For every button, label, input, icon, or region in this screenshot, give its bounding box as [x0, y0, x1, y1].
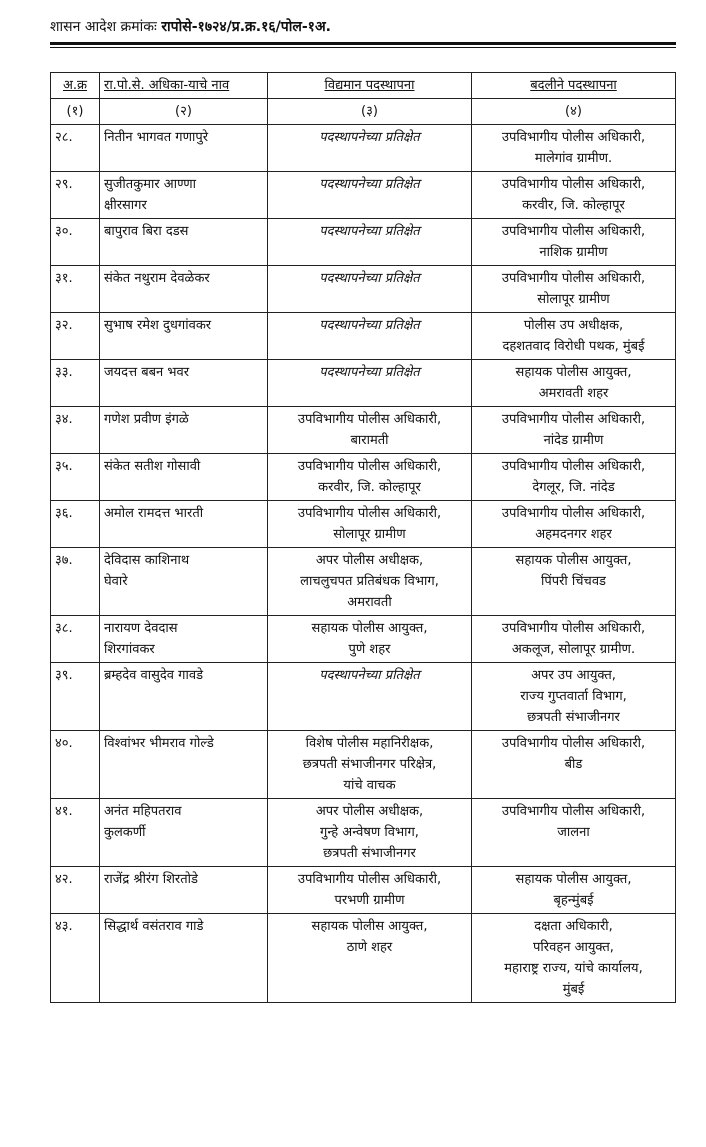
officer-name-cell — [100, 266, 268, 313]
name-line: नारायण देवदास — [104, 621, 178, 636]
serial-number-cell: ३१. — [51, 266, 100, 313]
name-line: देविदास काशिनाथ — [104, 553, 190, 568]
new-line: अपर उप आयुक्त, — [531, 668, 616, 683]
table-row — [51, 454, 676, 501]
new-posting-cell — [472, 125, 676, 172]
new-line: सहायक पोलीस आयुक्त, — [515, 872, 632, 887]
new-line: सहायक पोलीस आयुक्त, — [515, 365, 632, 380]
name-line: सुभाष रमेश दुधगांवकर — [104, 318, 212, 333]
current-line: पदस्थापनेच्या प्रतिक्षेत — [319, 318, 420, 333]
order-number-label: शासन आदेश क्रमांकः — [50, 19, 157, 35]
name-line: कुलकर्णी — [104, 825, 146, 840]
current-posting-cell — [268, 501, 472, 548]
name-line: राजेंद्र श्रीरंग शिरतोडे — [104, 872, 198, 887]
name-line: विश्वांभर भीमराव गोल्डे — [104, 736, 214, 751]
current-posting-cell — [268, 266, 472, 313]
new-line: अमरावती शहर — [538, 386, 609, 401]
current-line: लाचलुचपत प्रतिबंधक विभाग, — [300, 574, 439, 589]
table-row — [51, 125, 676, 172]
table-row — [51, 663, 676, 731]
current-posting-cell — [268, 914, 472, 1003]
serial-number-cell: ३०. — [51, 219, 100, 266]
current-line: पदस्थापनेच्या प्रतिक्षेत — [319, 130, 420, 145]
officer-name-cell — [100, 548, 268, 616]
name-line: अनंत महिपतराव — [104, 804, 182, 819]
name-line: घेवारे — [104, 574, 128, 589]
officer-name-cell — [100, 867, 268, 914]
officer-name-cell — [100, 616, 268, 663]
col-header-officer-name: रा.पो.से. अधिका-याचे नाव — [100, 73, 268, 99]
new-line: राज्य गुप्तवार्ता विभाग, — [520, 689, 627, 704]
new-posting-cell — [472, 663, 676, 731]
new-line: उपविभागीय पोलीस अधिकारी, — [501, 621, 646, 636]
serial-number-cell: ४२. — [51, 867, 100, 914]
header-rule-thick — [50, 42, 676, 45]
new-line: सोलापूर ग्रामीण — [537, 292, 610, 307]
table-row — [51, 501, 676, 548]
current-line: पदस्थापनेच्या प्रतिक्षेत — [319, 668, 420, 683]
table-row — [51, 172, 676, 219]
current-posting-cell — [268, 407, 472, 454]
new-posting-cell — [472, 219, 676, 266]
name-line: बापुराव बिरा दडस — [104, 224, 189, 239]
officer-name-cell — [100, 172, 268, 219]
name-line: ब्रम्हदेव वासुदेव गावडे — [104, 668, 204, 683]
new-line: जालना — [557, 825, 590, 840]
serial-number-cell: ३२. — [51, 313, 100, 360]
current-posting-cell — [268, 663, 472, 731]
serial-number-cell: ३९. — [51, 663, 100, 731]
officer-name-cell — [100, 731, 268, 799]
serial-number-cell: ३३. — [51, 360, 100, 407]
current-posting-cell — [268, 731, 472, 799]
current-posting-cell — [268, 616, 472, 663]
col-number-2: (२) — [100, 99, 268, 125]
table-row — [51, 219, 676, 266]
table-row — [51, 360, 676, 407]
table-row — [51, 616, 676, 663]
new-line: मालेगांव ग्रामीण. — [534, 151, 613, 166]
header-rule-thin — [50, 47, 676, 48]
table-row — [51, 867, 676, 914]
officer-name-cell — [100, 663, 268, 731]
name-line: संकेत सतीश गोसावी — [104, 459, 201, 474]
current-posting-cell — [268, 454, 472, 501]
col-header-serial: अ.क्र — [51, 73, 100, 99]
current-line: छत्रपती संभाजीनगर — [323, 846, 416, 861]
new-line: अकलूज, सोलापूर ग्रामीण. — [511, 642, 636, 657]
current-line: उपविभागीय पोलीस अधिकारी, — [297, 412, 442, 427]
new-line: दक्षता अधिकारी, — [534, 919, 613, 934]
serial-number-cell: २८. — [51, 125, 100, 172]
new-posting-cell — [472, 501, 676, 548]
table-row — [51, 799, 676, 867]
new-posting-cell — [472, 914, 676, 1003]
new-posting-cell — [472, 360, 676, 407]
officer-name-cell — [100, 407, 268, 454]
current-line: पदस्थापनेच्या प्रतिक्षेत — [319, 177, 420, 192]
current-line: परभणी ग्रामीण — [334, 893, 405, 908]
new-line: दहशतवाद विरोधी पथक, मुंबई — [502, 339, 645, 354]
serial-number-cell: २९. — [51, 172, 100, 219]
new-line: उपविभागीय पोलीस अधिकारी, — [501, 177, 646, 192]
current-line: सोलापूर ग्रामीण — [333, 527, 406, 542]
table-column-number-row — [51, 99, 676, 125]
col-header-current-posting: विद्यमान पदस्थापना — [268, 73, 472, 99]
current-line: उपविभागीय पोलीस अधिकारी, — [297, 459, 442, 474]
current-line: यांचे वाचक — [343, 778, 396, 793]
new-posting-cell — [472, 313, 676, 360]
current-posting-cell — [268, 360, 472, 407]
new-line: अहमदनगर शहर — [535, 527, 612, 542]
new-line: सहायक पोलीस आयुक्त, — [515, 553, 632, 568]
new-line: नांदेड ग्रामीण — [543, 433, 604, 448]
current-line: सहायक पोलीस आयुक्त, — [311, 621, 428, 636]
current-posting-cell — [268, 799, 472, 867]
serial-number-cell: ३६. — [51, 501, 100, 548]
new-line: करवीर, जि. कोल्हापूर — [522, 198, 625, 213]
name-line: संकेत नथुराम देवळेकर — [104, 271, 210, 286]
officer-name-cell — [100, 454, 268, 501]
new-posting-cell — [472, 454, 676, 501]
name-line: शिरगांवकर — [104, 642, 155, 657]
current-line: करवीर, जि. कोल्हापूर — [318, 480, 421, 495]
serial-number-cell: ४०. — [51, 731, 100, 799]
current-line: गुन्हे अन्वेषण विभाग, — [320, 825, 419, 840]
officer-name-cell — [100, 360, 268, 407]
new-posting-cell — [472, 548, 676, 616]
table-header-row — [51, 73, 676, 99]
table-row — [51, 914, 676, 1003]
serial-number-cell: ४१. — [51, 799, 100, 867]
col-number-4: (४) — [472, 99, 676, 125]
name-line: जयदत्त बबन भवर — [104, 365, 190, 380]
officer-name-cell — [100, 219, 268, 266]
officer-name-cell — [100, 501, 268, 548]
current-line: अपर पोलीस अधीक्षक, — [315, 804, 424, 819]
current-line: बारामती — [350, 433, 389, 448]
order-number-header — [50, 17, 670, 37]
current-line: छत्रपती संभाजीनगर परिक्षेत्र, — [302, 757, 437, 772]
officer-name-cell — [100, 125, 268, 172]
new-line: उपविभागीय पोलीस अधिकारी, — [501, 130, 646, 145]
new-line: नाशिक ग्रामीण — [539, 245, 608, 260]
new-line: उपविभागीय पोलीस अधिकारी, — [501, 224, 646, 239]
new-line: उपविभागीय पोलीस अधिकारी, — [501, 412, 646, 427]
transfer-table — [50, 72, 676, 1003]
officer-name-cell — [100, 914, 268, 1003]
current-line: पदस्थापनेच्या प्रतिक्षेत — [319, 365, 420, 380]
table-row — [51, 548, 676, 616]
new-line: बीड — [564, 757, 583, 772]
current-posting-cell — [268, 125, 472, 172]
new-line: उपविभागीय पोलीस अधिकारी, — [501, 736, 646, 751]
new-line: महाराष्ट्र राज्य, यांचे कार्यालय, — [504, 961, 643, 976]
new-posting-cell — [472, 867, 676, 914]
name-line: अमोल रामदत्त भारती — [104, 506, 204, 521]
new-line: देगलूर, जि. नांदेड — [532, 480, 615, 495]
current-posting-cell — [268, 548, 472, 616]
serial-number-cell: ४३. — [51, 914, 100, 1003]
new-line: उपविभागीय पोलीस अधिकारी, — [501, 506, 646, 521]
table-row — [51, 313, 676, 360]
table-row — [51, 266, 676, 313]
serial-number-cell: ३५. — [51, 454, 100, 501]
serial-number-cell: ३७. — [51, 548, 100, 616]
new-line: उपविभागीय पोलीस अधिकारी, — [501, 271, 646, 286]
current-line: पदस्थापनेच्या प्रतिक्षेत — [319, 224, 420, 239]
officer-name-cell — [100, 313, 268, 360]
current-posting-cell — [268, 867, 472, 914]
current-line: उपविभागीय पोलीस अधिकारी, — [297, 872, 442, 887]
new-posting-cell — [472, 799, 676, 867]
new-line: उपविभागीय पोलीस अधिकारी, — [501, 804, 646, 819]
order-reference: रापोसे-१७२४/प्र.क्र.१६/पोल-१अ. — [161, 19, 331, 35]
table-row — [51, 407, 676, 454]
officer-name-cell — [100, 799, 268, 867]
name-line: सुजीतकुमार आण्णा — [104, 177, 197, 192]
name-line: सिद्धार्थ वसंतराव गाडे — [104, 919, 204, 934]
current-posting-cell — [268, 313, 472, 360]
new-posting-cell — [472, 266, 676, 313]
current-line: पुणे शहर — [348, 642, 391, 657]
current-posting-cell — [268, 219, 472, 266]
name-line: क्षीरसागर — [104, 198, 147, 213]
current-line: विशेष पोलीस महानिरीक्षक, — [305, 736, 434, 751]
col-number-1: (१) — [51, 99, 100, 125]
name-line: गणेश प्रवीण इंगळे — [104, 412, 189, 427]
current-line: सहायक पोलीस आयुक्त, — [311, 919, 428, 934]
col-number-3: (३) — [268, 99, 472, 125]
current-line: उपविभागीय पोलीस अधिकारी, — [297, 506, 442, 521]
new-line: पोलीस उप अधीक्षक, — [523, 318, 624, 333]
new-line: पिंपरी चिंचवड — [540, 574, 606, 589]
new-posting-cell — [472, 731, 676, 799]
current-line: पदस्थापनेच्या प्रतिक्षेत — [319, 271, 420, 286]
serial-number-cell: ३४. — [51, 407, 100, 454]
current-line: अपर पोलीस अधीक्षक, — [315, 553, 424, 568]
current-line: ठाणे शहर — [346, 940, 393, 955]
new-line: परिवहन आयुक्त, — [533, 940, 614, 955]
new-line: छत्रपती संभाजीनगर — [527, 710, 620, 725]
current-posting-cell — [268, 172, 472, 219]
new-posting-cell — [472, 407, 676, 454]
new-line: मुंबई — [562, 982, 585, 997]
current-line: अमरावती — [347, 595, 392, 610]
new-line: उपविभागीय पोलीस अधिकारी, — [501, 459, 646, 474]
name-line: नितीन भागवत गणापुरे — [104, 130, 209, 145]
new-line: बृहन्मुंबई — [553, 893, 594, 908]
new-posting-cell — [472, 616, 676, 663]
table-row — [51, 731, 676, 799]
col-header-new-posting: बदलीने पदस्थापना — [472, 73, 676, 99]
new-posting-cell — [472, 172, 676, 219]
serial-number-cell: ३८. — [51, 616, 100, 663]
